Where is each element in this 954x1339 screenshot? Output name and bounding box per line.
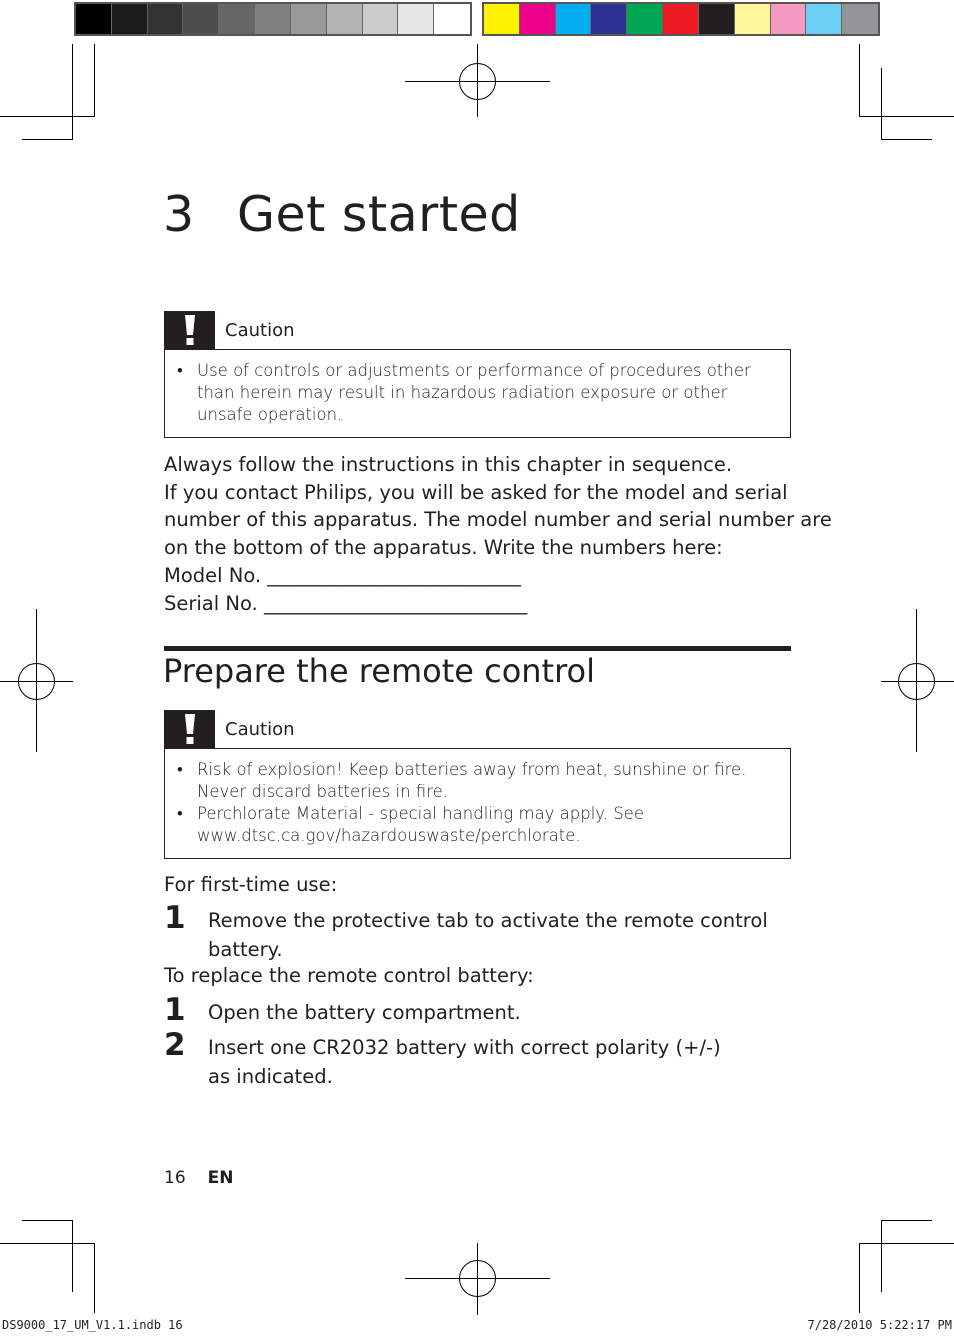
gray-swatch xyxy=(327,4,363,34)
gray-swatch xyxy=(363,4,399,34)
caution-content xyxy=(164,349,791,438)
slug-datetime: 7/28/2010 5:22:17 PM xyxy=(807,1318,952,1332)
chapter-number: 3 xyxy=(163,186,195,243)
caution-label: Caution xyxy=(225,719,295,740)
caution-item-text: Perchlorate Material - special handling may apply. See www.dtsc.ca.gov/hazardouswaste/perchlorate. xyxy=(197,804,644,845)
color-swatch xyxy=(771,4,807,34)
replace-step-2 xyxy=(164,1027,784,1091)
step-text: Open the battery compartment. xyxy=(208,1001,521,1024)
color-swatch xyxy=(556,4,592,34)
exclamation-icon xyxy=(164,311,215,349)
color-swatch xyxy=(591,4,627,34)
caution-item-text: Risk of explosion! Keep batteries away from heat, sunshine or fire. Never discard batteries in fire. xyxy=(197,760,747,801)
caution-item: • Risk of explosion! Keep batteries away from heat, sunshine or fire. Never discard batteries in fire. xyxy=(177,759,776,803)
color-swatch xyxy=(663,4,699,34)
gray-swatch xyxy=(398,4,434,34)
caution-content xyxy=(164,748,791,859)
chapter-title-text: Get started xyxy=(237,186,521,243)
caution-item: • Perchlorate Material - special handling may apply. See www.dtsc.ca.gov/hazardouswaste/perchlorate. xyxy=(177,803,776,847)
color-swatch xyxy=(806,4,842,34)
intro-line: Always follow the instructions in this chapter in sequence. xyxy=(164,453,733,476)
grayscale-color-bar xyxy=(74,2,472,36)
color-swatch xyxy=(735,4,771,34)
step-text: Insert one CR2032 battery with correct polarity (+/-) as indicated. xyxy=(208,1036,721,1088)
step-number: 1 xyxy=(164,900,186,936)
color-swatch xyxy=(484,4,520,34)
page-number: 16 xyxy=(164,1168,186,1188)
slug-filename: DS9000_17_UM_V1.1.indb 16 xyxy=(2,1318,183,1332)
section-divider xyxy=(164,646,791,651)
color-swatch xyxy=(627,4,663,34)
section-title: Prepare the remote control xyxy=(163,652,596,690)
step-number: 1 xyxy=(164,992,186,1028)
intro-paragraph xyxy=(164,451,832,617)
first-use-step-1 xyxy=(164,900,784,964)
gray-swatch xyxy=(219,4,255,34)
exclamation-icon xyxy=(164,710,215,748)
caution-item: • Use of controls or adjustments or performance of procedures other than herein may result in hazardous radiation exposure or other unsafe operation. xyxy=(177,360,776,426)
replace-battery-heading: To replace the remote control battery: xyxy=(164,964,534,987)
gray-swatch xyxy=(148,4,184,34)
intro-line: on the bottom of the apparatus. Write the numbers here: xyxy=(164,536,723,560)
page-footer xyxy=(164,1168,233,1188)
gray-swatch xyxy=(76,4,112,34)
process-color-bar xyxy=(482,2,880,36)
caution-box-radiation xyxy=(164,311,791,438)
step-number: 2 xyxy=(164,1027,186,1063)
model-number-field: Model No. __________________________ xyxy=(164,563,521,587)
intro-line: number of this apparatus. The model number and serial number are xyxy=(164,508,832,532)
gray-swatch xyxy=(183,4,219,34)
caution-label: Caution xyxy=(225,320,295,341)
gray-swatch xyxy=(434,4,470,34)
gray-swatch xyxy=(112,4,148,34)
caution-box-battery xyxy=(164,710,791,859)
chapter-title xyxy=(163,186,521,243)
serial-number-field: Serial No. ___________________________ xyxy=(164,591,528,615)
color-swatch xyxy=(699,4,735,34)
color-swatch xyxy=(520,4,556,34)
caution-item-text: Use of controls or adjustments or performance of procedures other than herein may result in hazardous radiation exposure or other unsafe operation. xyxy=(197,361,751,424)
language-code: EN xyxy=(207,1168,234,1188)
replace-step-1 xyxy=(164,992,784,1028)
color-swatch xyxy=(842,4,878,34)
step-text: Remove the protective tab to activate the remote control battery. xyxy=(208,909,768,961)
first-use-heading: For first-time use: xyxy=(164,873,338,896)
intro-line: If you contact Philips, you will be asked for the model and serial xyxy=(164,480,788,504)
gray-swatch xyxy=(255,4,291,34)
gray-swatch xyxy=(291,4,327,34)
